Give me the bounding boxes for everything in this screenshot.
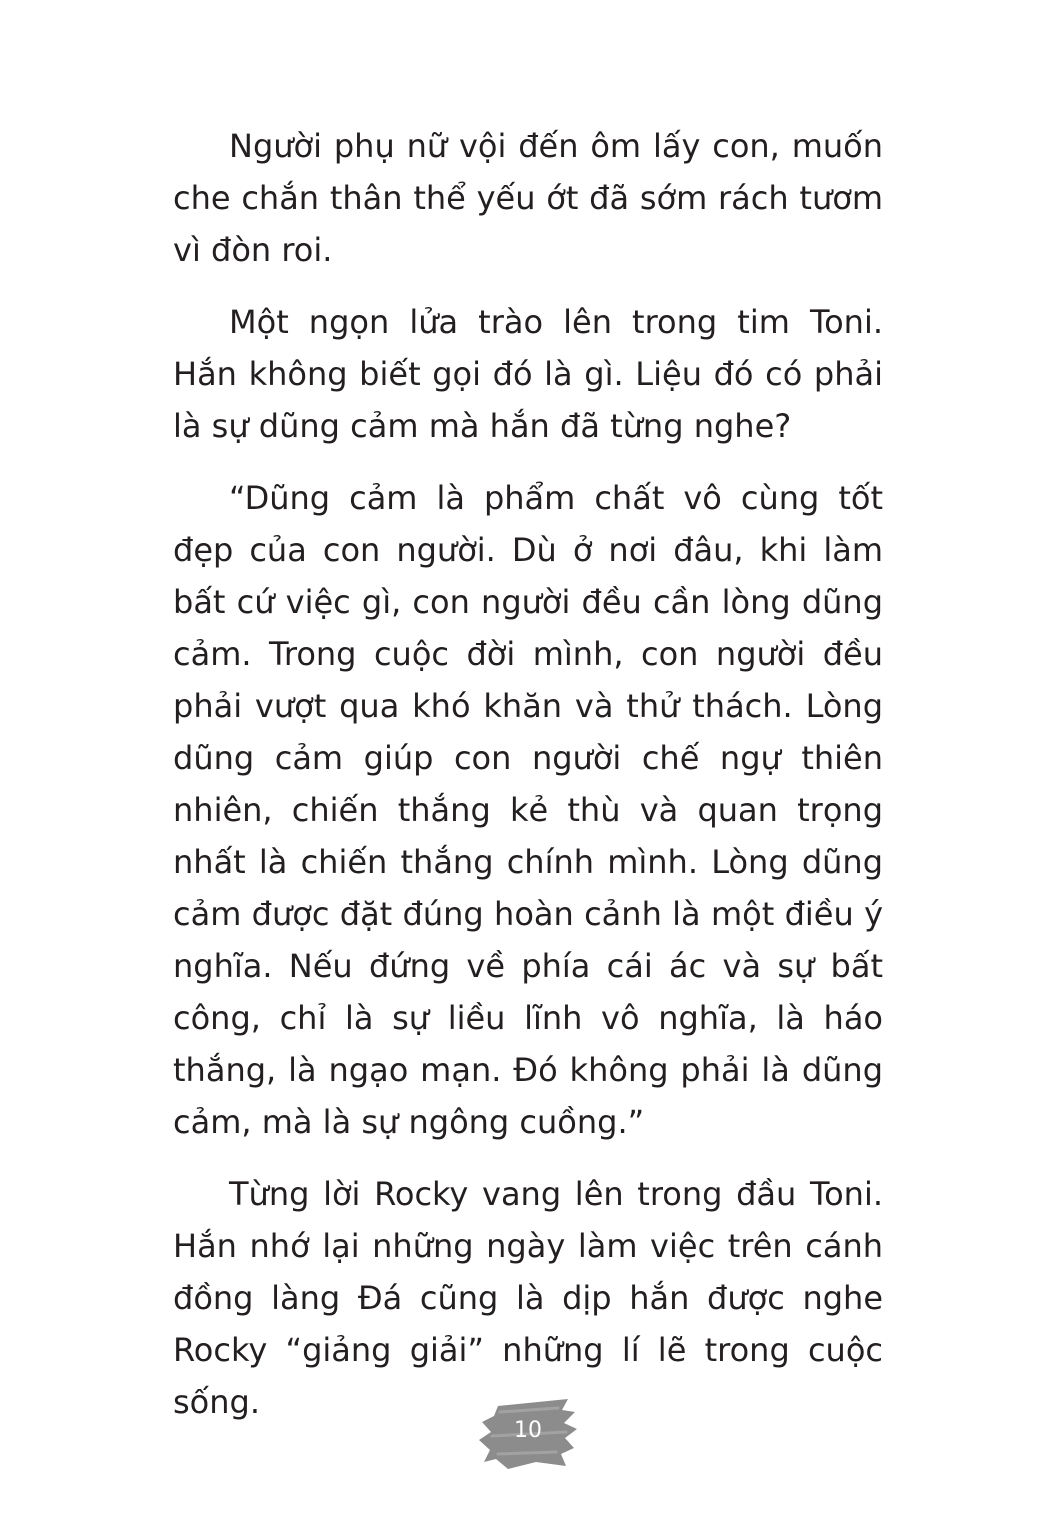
page-number: 10 — [514, 1418, 542, 1443]
body-text — [173, 120, 883, 1448]
paragraph-2: Một ngọn lửa trào lên trong tim Toni. Hắn không biết gọi đó là gì. Liệu đó có phải là sự dũng cảm mà hắn đã từng nghe? — [173, 303, 883, 445]
paragraph-3: “Dũng cảm là phẩm chất vô cùng tốt đẹp của con người. Dù ở nơi đâu, khi làm bất cứ việc gì, con người đều cần lòng dũng cảm. Trong cuộc đời mình, con người đều phải vượt qua khó khăn và thử thách. Lòng dũng cảm giúp con người chế ngự thiên nhiên, chiến thắng kẻ thù và quan trọng nhất là chiến thắng chính mình. Lòng dũng cảm được đặt đúng hoàn cảnh là một điều ý nghĩa. Nếu đứng về phía cái ác và sự bất công, chỉ là sự liều lĩnh vô nghĩa, là háo thắng, là ngạo mạn. Đó không phải là dũng cảm, mà là sự ngông cuồng.” — [173, 479, 883, 1141]
paragraph-4: Từng lời Rocky vang lên trong đầu Toni. Hắn nhớ lại những ngày làm việc trên cánh đồng làng Đá cũng là dịp hắn được nghe Rocky “giảng giải” những lí lẽ trong cuộc sống. — [173, 1175, 883, 1421]
paragraph-1: Người phụ nữ vội đến ôm lấy con, muốn che chắn thân thể yếu ớt đã sớm rách tươm vì đòn roi. — [173, 127, 883, 269]
page-number-badge — [478, 1396, 580, 1472]
